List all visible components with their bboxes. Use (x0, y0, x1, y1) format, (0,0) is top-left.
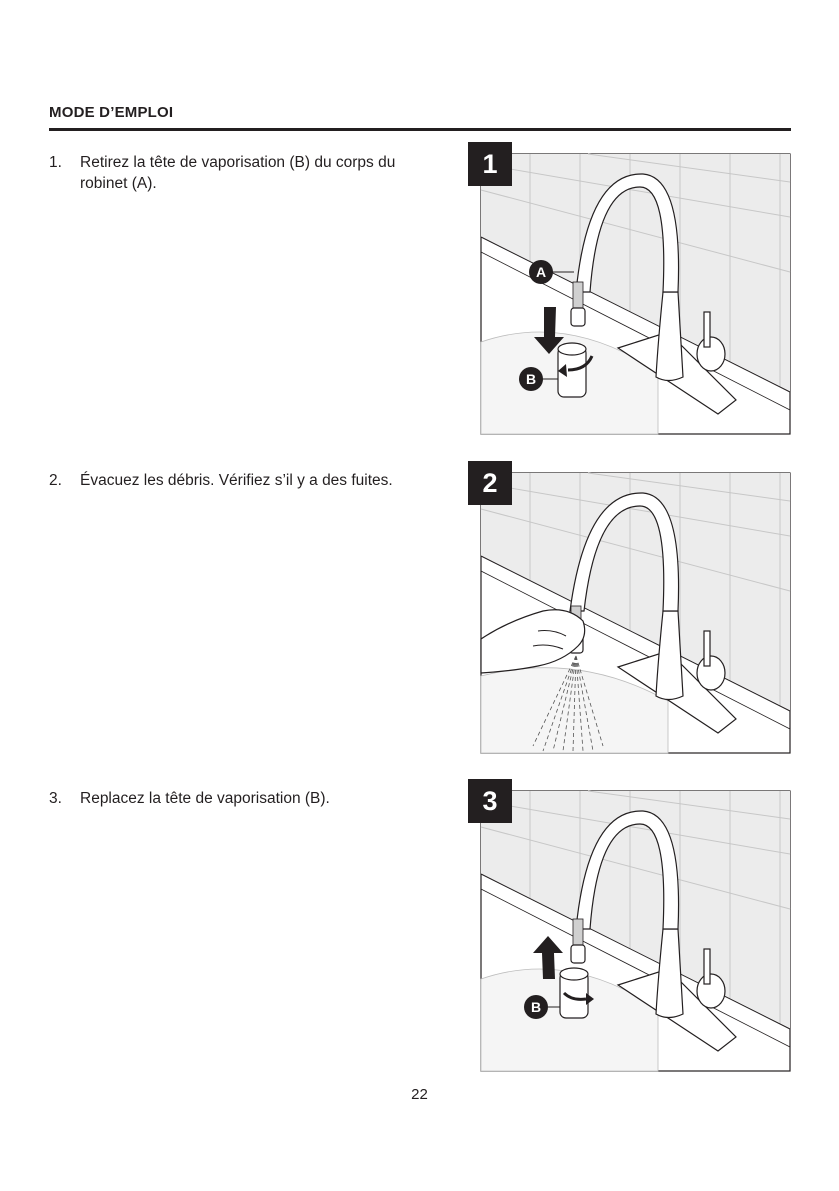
label-b-marker (468, 142, 791, 437)
step-number: 2. (49, 472, 62, 489)
step-badge: 2 (468, 461, 512, 505)
instruction-step-3 (49, 788, 424, 809)
label-b-marker (468, 779, 791, 1074)
figure-step-3 (468, 779, 791, 1074)
step-text: Replacez la tête de vaporisation (B). (80, 790, 330, 807)
step-text: Retirez la tête de vaporisation (B) du corps du robinet (A). (80, 154, 396, 192)
figure-step-2 (468, 461, 791, 756)
step-number: 3. (49, 790, 62, 807)
page-number: 22 (411, 1086, 428, 1103)
step-number: 1. (49, 154, 62, 171)
step-badge: 3 (468, 779, 512, 823)
section-heading: MODE D’EMPLOI (49, 104, 174, 121)
step-badge: 1 (468, 142, 512, 186)
label-a-text: A (535, 264, 547, 280)
label-b-text: B (525, 371, 537, 387)
water-spray-icon (468, 461, 791, 756)
figure-step-1 (468, 142, 791, 437)
heading-rule (49, 128, 791, 131)
instruction-step-1 (49, 152, 424, 194)
step-text: Évacuez les débris. Vérifiez s’il y a des fuites. (80, 472, 393, 489)
label-b-text: B (530, 999, 542, 1015)
instruction-step-2 (49, 470, 424, 491)
